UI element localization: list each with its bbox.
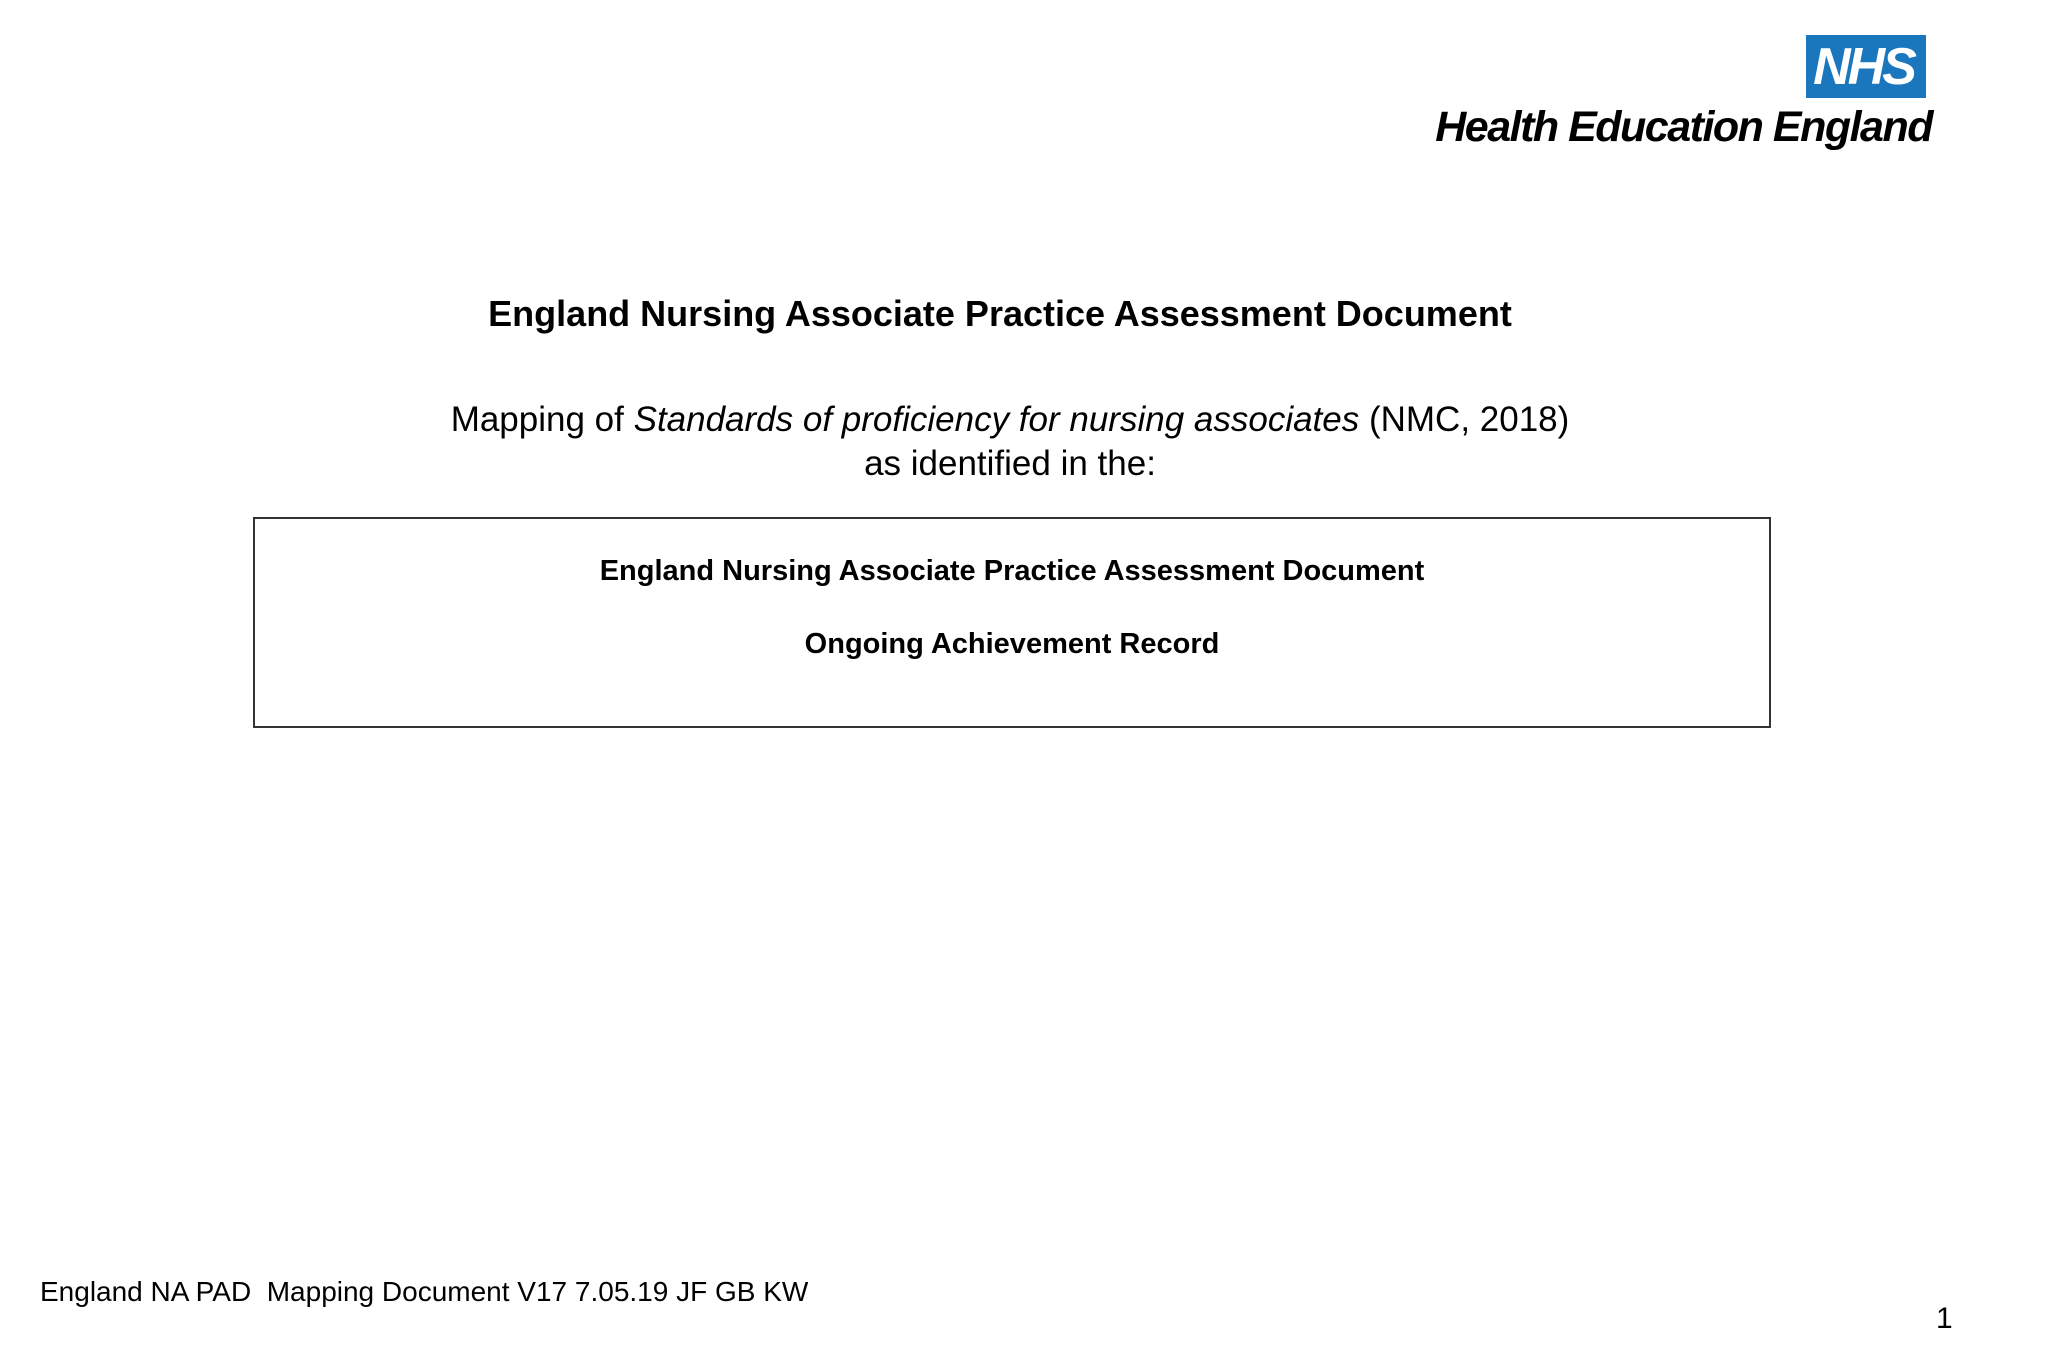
box-title: England Nursing Associate Practice Assessment Document — [599, 555, 1425, 587]
subtitle-suffix: (NMC, 2018) — [1359, 400, 1570, 439]
logo-org-name: Health Education England — [1435, 103, 1932, 151]
nhs-hee-logo — [1435, 35, 1932, 152]
subtitle-prefix: Mapping of — [450, 400, 634, 439]
document-title: England Nursing Associate Practice Assessment Document — [488, 293, 1512, 334]
document-subtitle — [0, 398, 2020, 486]
subtitle-line-1 — [0, 398, 2020, 442]
subtitle-italic-phrase: Standards of proficiency for nursing associates — [633, 400, 1360, 439]
document-box — [253, 517, 1771, 728]
nhs-logo-icon — [1806, 35, 1926, 98]
subtitle-line-2: as identified in the: — [864, 444, 1156, 483]
nhs-logo-text: NHS — [1813, 37, 1914, 96]
page-number: 1 — [1936, 1302, 1953, 1335]
box-subtitle: Ongoing Achievement Record — [804, 628, 1220, 660]
footer-version-text: England NA PAD Mapping Document V17 7.05.19 JF GB KW — [40, 1276, 809, 1307]
